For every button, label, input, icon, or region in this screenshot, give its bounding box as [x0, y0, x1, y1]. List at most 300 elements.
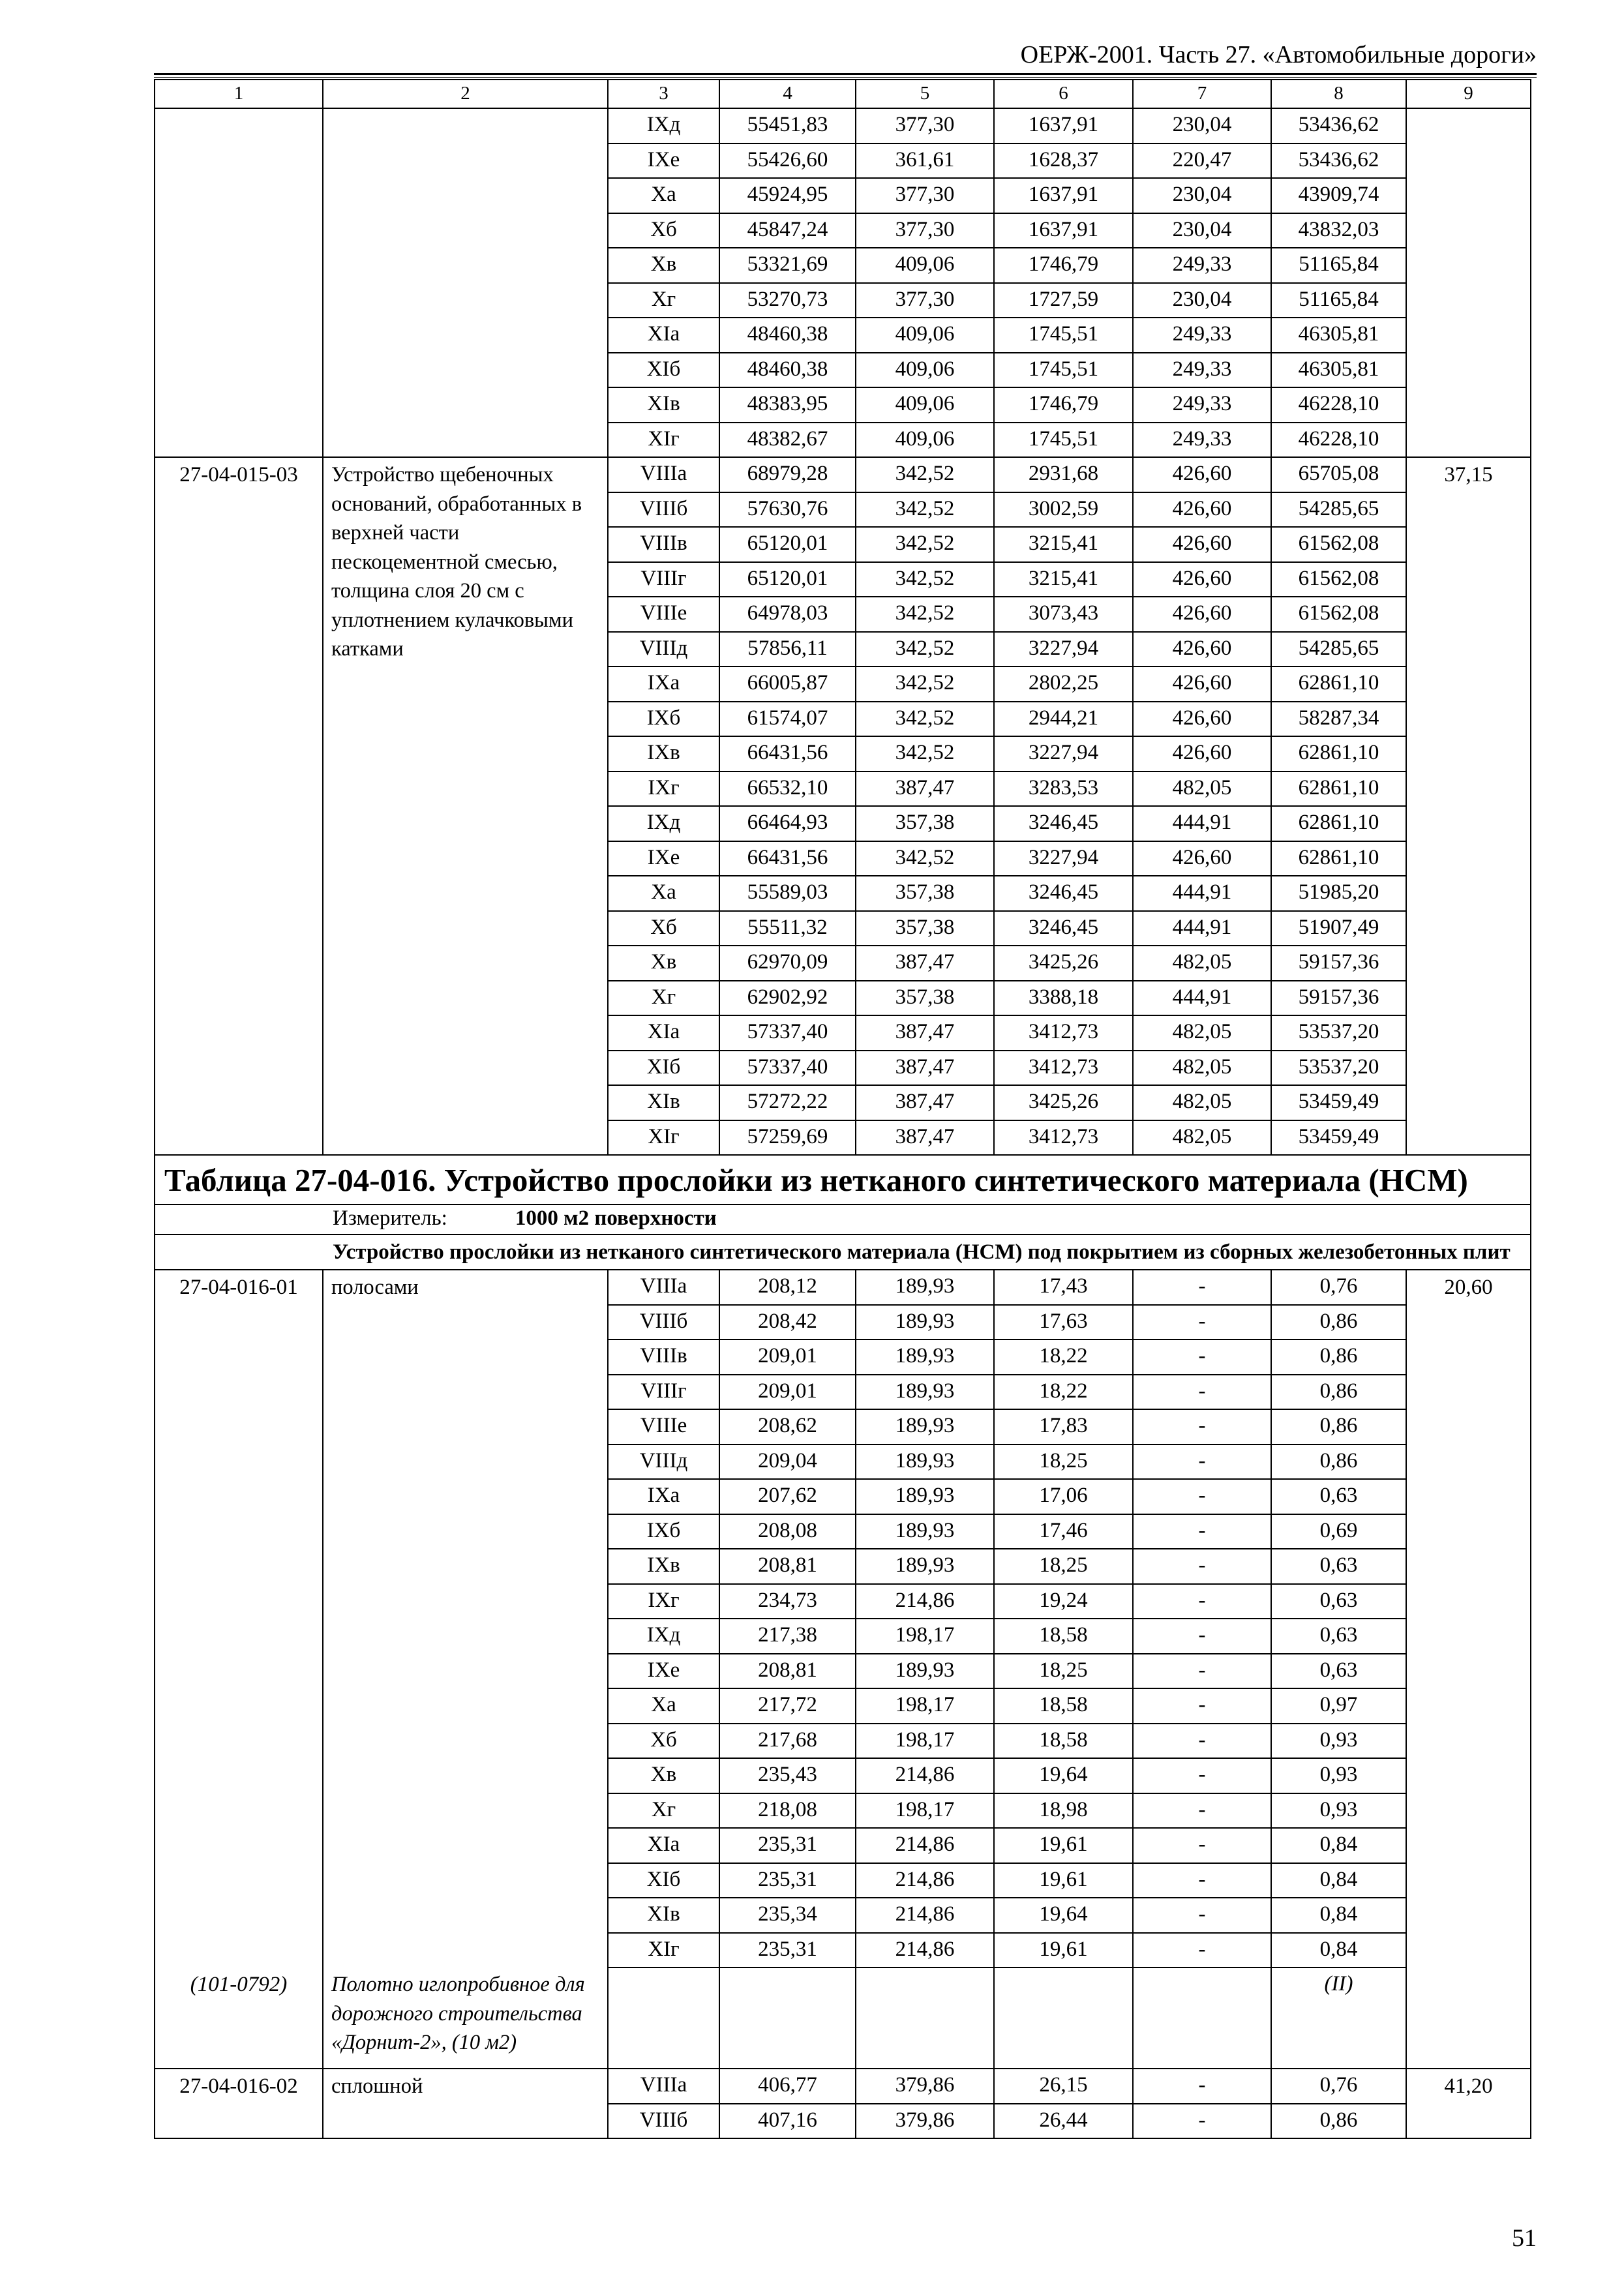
value-cell: 3246,45 — [994, 911, 1133, 946]
territory-class-cell: IXв — [608, 736, 719, 771]
value-cell: 1746,79 — [994, 387, 1133, 423]
territory-class-cell: XIа — [608, 318, 719, 353]
value-cell: 19,61 — [994, 1933, 1133, 1968]
value-cell: 249,33 — [1133, 318, 1271, 353]
value-cell: 189,93 — [856, 1514, 994, 1549]
value-cell: 53436,62 — [1271, 143, 1406, 179]
territory-class-cell: Xа — [608, 876, 719, 911]
value-cell: 17,46 — [994, 1514, 1133, 1549]
value-cell: 426,60 — [1133, 736, 1271, 771]
value-cell: 1745,51 — [994, 353, 1133, 388]
value-cell: 0,86 — [1271, 1444, 1406, 1480]
value-cell: 62861,10 — [1271, 771, 1406, 807]
value-cell: 409,06 — [856, 248, 994, 283]
territory-class-cell: IXд — [608, 806, 719, 841]
value-cell: - — [1133, 1375, 1271, 1410]
value-cell: 189,93 — [856, 1549, 994, 1584]
value-cell: 48382,67 — [719, 423, 856, 458]
value-cell: 53459,49 — [1271, 1120, 1406, 1156]
value-cell: 65705,08 — [1271, 457, 1406, 492]
territory-class-cell: XIб — [608, 1051, 719, 1086]
value-cell: 64978,03 — [719, 597, 856, 632]
territory-class-cell: IXд — [608, 1619, 719, 1654]
value-cell: - — [1133, 1793, 1271, 1829]
value-cell: 377,30 — [856, 283, 994, 318]
value-cell: 3002,59 — [994, 492, 1133, 528]
value-cell: 45847,24 — [719, 213, 856, 248]
value-cell: 220,47 — [1133, 143, 1271, 179]
value-cell: 249,33 — [1133, 353, 1271, 388]
value-cell: 357,38 — [856, 981, 994, 1016]
value-cell: 57630,76 — [719, 492, 856, 528]
value-cell: 426,60 — [1133, 527, 1271, 562]
value-cell: 65120,01 — [719, 562, 856, 597]
value-cell: 1628,37 — [994, 143, 1133, 179]
material-description: Полотно иглопробивное для дорожного строительства «Дорнит-2», (10 м2) — [323, 1967, 608, 2069]
value-cell: 357,38 — [856, 911, 994, 946]
value-cell: 0,84 — [1271, 1863, 1406, 1898]
value-cell: 66005,87 — [719, 666, 856, 702]
value-cell: 19,64 — [994, 1898, 1133, 1933]
territory-class-cell: IXг — [608, 771, 719, 807]
value-cell: 189,93 — [856, 1654, 994, 1689]
territory-class-cell: Xг — [608, 981, 719, 1016]
value-cell: 234,73 — [719, 1584, 856, 1619]
territory-class-cell: IXе — [608, 1654, 719, 1689]
value-cell: 18,25 — [994, 1444, 1133, 1480]
value-cell: 249,33 — [1133, 387, 1271, 423]
section-title: Устройство прослойки из нетканого синтетического материала (НСМ) под покрытием из сборных железобетонных плит — [155, 1234, 1531, 1270]
territory-class-cell: XIг — [608, 1120, 719, 1156]
value-cell: 407,16 — [719, 2104, 856, 2139]
value-cell: 409,06 — [856, 387, 994, 423]
territory-class-cell: VIIIе — [608, 597, 719, 632]
value-cell: 0,86 — [1271, 2104, 1406, 2139]
value-cell: 0,86 — [1271, 1339, 1406, 1375]
value-cell: - — [1133, 1584, 1271, 1619]
value-cell: 53537,20 — [1271, 1015, 1406, 1051]
value-cell: 426,60 — [1133, 632, 1271, 667]
value-cell: 3227,94 — [994, 632, 1133, 667]
value-cell: 46228,10 — [1271, 423, 1406, 458]
value-cell: 208,08 — [719, 1514, 856, 1549]
value-cell: 189,93 — [856, 1375, 994, 1410]
column-number: 3 — [608, 80, 719, 108]
value-cell: 387,47 — [856, 1085, 994, 1120]
value-cell: 426,60 — [1133, 666, 1271, 702]
value-cell: - — [1133, 1863, 1271, 1898]
value-cell: 0,63 — [1271, 1479, 1406, 1514]
value-cell: 57337,40 — [719, 1015, 856, 1051]
territory-class-cell: VIIIе — [608, 1409, 719, 1444]
value-cell: 377,30 — [856, 213, 994, 248]
territory-class-cell: VIIIб — [608, 492, 719, 528]
value-cell: 209,01 — [719, 1339, 856, 1375]
territory-class-cell: IXв — [608, 1549, 719, 1584]
value-cell: 53459,49 — [1271, 1085, 1406, 1120]
column-number: 6 — [994, 80, 1133, 108]
value-cell: 62861,10 — [1271, 841, 1406, 876]
value-cell: 357,38 — [856, 806, 994, 841]
table-title-row — [155, 1155, 1531, 1204]
value-cell: 62902,92 — [719, 981, 856, 1016]
value-cell: 26,15 — [994, 2069, 1133, 2104]
value-cell: 387,47 — [856, 1015, 994, 1051]
running-header: ОЕРЖ-2001. Часть 27. «Автомобильные дороги» — [1020, 41, 1537, 68]
value-cell: 3425,26 — [994, 946, 1133, 981]
territory-class-cell: XIг — [608, 423, 719, 458]
value-cell: - — [1133, 1758, 1271, 1793]
value-cell: 361,61 — [856, 143, 994, 179]
value-cell: 62970,09 — [719, 946, 856, 981]
value-cell: 0,69 — [1271, 1514, 1406, 1549]
value-cell: - — [1133, 1898, 1271, 1933]
territory-class-cell: Xв — [608, 1758, 719, 1793]
value-cell: 0,86 — [1271, 1375, 1406, 1410]
column-number: 5 — [856, 80, 994, 108]
value-cell: 51165,84 — [1271, 283, 1406, 318]
value-cell: 53537,20 — [1271, 1051, 1406, 1086]
value-cell: 59157,36 — [1271, 946, 1406, 981]
value-cell: 230,04 — [1133, 108, 1271, 143]
value-cell: 342,52 — [856, 666, 994, 702]
rates-table — [154, 79, 1531, 2139]
territory-class-cell: XIв — [608, 1898, 719, 1933]
value-cell: 62861,10 — [1271, 806, 1406, 841]
value-cell: 53321,69 — [719, 248, 856, 283]
territory-class-cell: VIIIа — [608, 1270, 719, 1305]
territory-class-cell: Xб — [608, 1724, 719, 1759]
empty-cell — [719, 1967, 856, 2069]
measure-value: 1000 м2 поверхности — [515, 1206, 717, 1230]
empty-cell — [608, 1967, 719, 2069]
value-cell: 189,93 — [856, 1339, 994, 1375]
territory-class-cell: Xа — [608, 178, 719, 213]
territory-class-cell: Xб — [608, 911, 719, 946]
measure-row — [155, 1204, 1531, 1234]
value-cell: 342,52 — [856, 841, 994, 876]
value-cell: 0,84 — [1271, 1828, 1406, 1863]
table-row — [155, 1270, 1531, 1305]
code-cell: 27-04-016-02 — [155, 2069, 323, 2138]
measure-line — [155, 1204, 1531, 1234]
value-cell: 214,86 — [856, 1584, 994, 1619]
value-cell: 55451,83 — [719, 108, 856, 143]
value-cell: 342,52 — [856, 736, 994, 771]
value-cell: 51985,20 — [1271, 876, 1406, 911]
value-cell: 2931,68 — [994, 457, 1133, 492]
value-cell: 18,25 — [994, 1654, 1133, 1689]
value-cell: 377,30 — [856, 178, 994, 213]
value-cell: 55589,03 — [719, 876, 856, 911]
value-cell: 1746,79 — [994, 248, 1133, 283]
value-cell: 3412,73 — [994, 1015, 1133, 1051]
value-cell: 3246,45 — [994, 876, 1133, 911]
value-cell: - — [1133, 1933, 1271, 1968]
value-cell: 68979,28 — [719, 457, 856, 492]
value-cell: 3227,94 — [994, 841, 1133, 876]
value-cell: 43832,03 — [1271, 213, 1406, 248]
value-cell: 0,86 — [1271, 1409, 1406, 1444]
value-cell: 0,93 — [1271, 1793, 1406, 1829]
value-cell: 409,06 — [856, 318, 994, 353]
territory-class-cell: Xв — [608, 946, 719, 981]
value-cell: 3073,43 — [994, 597, 1133, 632]
territory-class-cell: XIг — [608, 1933, 719, 1968]
value-cell: 57856,11 — [719, 632, 856, 667]
value-cell: 48460,38 — [719, 353, 856, 388]
value-cell: 55511,32 — [719, 911, 856, 946]
value-cell: - — [1133, 1654, 1271, 1689]
value-cell: 214,86 — [856, 1758, 994, 1793]
empty-cell — [994, 1967, 1133, 2069]
value-cell: - — [1133, 2104, 1271, 2139]
value-cell: 0,93 — [1271, 1758, 1406, 1793]
value-cell: 426,60 — [1133, 702, 1271, 737]
value-cell: 0,93 — [1271, 1724, 1406, 1759]
value-cell: 3215,41 — [994, 562, 1133, 597]
table-row — [155, 2069, 1531, 2104]
empty-cell — [1406, 1967, 1531, 2069]
value-cell: 0,76 — [1271, 2069, 1406, 2104]
value-cell: 61562,08 — [1271, 597, 1406, 632]
value-cell: - — [1133, 1305, 1271, 1340]
value-cell: 198,17 — [856, 1724, 994, 1759]
territory-class-cell: IXе — [608, 143, 719, 179]
header-rule — [154, 73, 1537, 75]
rate-cell: 37,15 — [1406, 457, 1531, 1155]
value-cell: 444,91 — [1133, 806, 1271, 841]
value-cell: 218,08 — [719, 1793, 856, 1829]
value-cell: 45924,95 — [719, 178, 856, 213]
description-cell: полосами — [323, 1270, 608, 1967]
territory-class-cell: Xб — [608, 213, 719, 248]
territory-class-cell: VIIIв — [608, 1339, 719, 1375]
value-cell: - — [1133, 1339, 1271, 1375]
value-cell: 61574,07 — [719, 702, 856, 737]
value-cell: 235,31 — [719, 1828, 856, 1863]
value-cell: 235,31 — [719, 1863, 856, 1898]
value-cell: 3388,18 — [994, 981, 1133, 1016]
territory-class-cell: VIIIд — [608, 1444, 719, 1480]
value-cell: 409,06 — [856, 423, 994, 458]
value-cell: 46305,81 — [1271, 318, 1406, 353]
description-cell: сплошной — [323, 2069, 608, 2138]
value-cell: - — [1133, 1619, 1271, 1654]
territory-class-cell: IXд — [608, 108, 719, 143]
value-cell: 54285,65 — [1271, 492, 1406, 528]
column-number: 8 — [1271, 80, 1406, 108]
territory-class-cell: IXе — [608, 841, 719, 876]
value-cell: 444,91 — [1133, 981, 1271, 1016]
value-cell: 189,93 — [856, 1444, 994, 1480]
value-cell: 19,61 — [994, 1828, 1133, 1863]
value-cell: 58287,34 — [1271, 702, 1406, 737]
column-number: 7 — [1133, 80, 1271, 108]
territory-class-cell: VIIIд — [608, 632, 719, 667]
value-cell: 19,64 — [994, 1758, 1133, 1793]
code-cell: 27-04-015-03 — [155, 457, 323, 1155]
value-cell: 230,04 — [1133, 283, 1271, 318]
value-cell: 482,05 — [1133, 1085, 1271, 1120]
value-cell: 1637,91 — [994, 213, 1133, 248]
territory-class-cell: XIб — [608, 353, 719, 388]
value-cell: 409,06 — [856, 353, 994, 388]
value-cell: 0,84 — [1271, 1933, 1406, 1968]
value-cell: - — [1133, 1828, 1271, 1863]
territory-class-cell: Xа — [608, 1688, 719, 1724]
table-row — [155, 108, 1531, 143]
value-cell: 3215,41 — [994, 527, 1133, 562]
rate-cell: 20,60 — [1406, 1270, 1531, 1967]
value-cell: 19,61 — [994, 1863, 1133, 1898]
value-cell: 342,52 — [856, 492, 994, 528]
value-cell: 426,60 — [1133, 492, 1271, 528]
territory-class-cell: XIб — [608, 1863, 719, 1898]
table-row — [155, 457, 1531, 492]
value-cell: 387,47 — [856, 946, 994, 981]
territory-class-cell: XIа — [608, 1828, 719, 1863]
value-cell: 214,86 — [856, 1898, 994, 1933]
value-cell: 3246,45 — [994, 806, 1133, 841]
value-cell: 66431,56 — [719, 736, 856, 771]
value-cell: 26,44 — [994, 2104, 1133, 2139]
value-cell: 235,34 — [719, 1898, 856, 1933]
value-cell: 387,47 — [856, 1051, 994, 1086]
value-cell: 3227,94 — [994, 736, 1133, 771]
value-cell: 207,62 — [719, 1479, 856, 1514]
value-cell: - — [1133, 1444, 1271, 1480]
column-number: 4 — [719, 80, 856, 108]
value-cell: 48383,95 — [719, 387, 856, 423]
value-cell: 482,05 — [1133, 1120, 1271, 1156]
value-cell: 1637,91 — [994, 178, 1133, 213]
value-cell: 0,63 — [1271, 1654, 1406, 1689]
value-cell: 482,05 — [1133, 1051, 1271, 1086]
value-cell: 62861,10 — [1271, 666, 1406, 702]
value-cell: 62861,10 — [1271, 736, 1406, 771]
value-cell: 387,47 — [856, 1120, 994, 1156]
value-cell: 17,83 — [994, 1409, 1133, 1444]
value-cell: 209,01 — [719, 1375, 856, 1410]
value-cell: 57272,22 — [719, 1085, 856, 1120]
value-cell: 406,77 — [719, 2069, 856, 2104]
value-cell: 1637,91 — [994, 108, 1133, 143]
territory-class-cell: Xг — [608, 283, 719, 318]
value-cell: 18,25 — [994, 1549, 1133, 1584]
value-cell: 46305,81 — [1271, 353, 1406, 388]
value-cell: 66464,93 — [719, 806, 856, 841]
territory-class-cell: VIIIб — [608, 2104, 719, 2139]
territory-class-cell: VIIIб — [608, 1305, 719, 1340]
territory-class-cell: VIIIв — [608, 527, 719, 562]
value-cell: 18,22 — [994, 1375, 1133, 1410]
territory-class-cell: XIв — [608, 387, 719, 423]
value-cell: 18,58 — [994, 1688, 1133, 1724]
value-cell: 51165,84 — [1271, 248, 1406, 283]
column-number: 2 — [323, 80, 608, 108]
value-cell: 444,91 — [1133, 911, 1271, 946]
value-cell: 0,84 — [1271, 1898, 1406, 1933]
value-cell: 379,86 — [856, 2104, 994, 2139]
value-cell: 482,05 — [1133, 1015, 1271, 1051]
value-cell: 214,86 — [856, 1828, 994, 1863]
value-cell: 17,06 — [994, 1479, 1133, 1514]
value-cell: 0,63 — [1271, 1549, 1406, 1584]
value-cell: 2802,25 — [994, 666, 1133, 702]
value-cell: 342,52 — [856, 632, 994, 667]
value-cell: 57337,40 — [719, 1051, 856, 1086]
value-cell: 342,52 — [856, 702, 994, 737]
value-cell: - — [1133, 1514, 1271, 1549]
value-cell: 3425,26 — [994, 1085, 1133, 1120]
value-cell: 18,58 — [994, 1724, 1133, 1759]
territory-class-cell: XIа — [608, 1015, 719, 1051]
value-cell: 249,33 — [1133, 248, 1271, 283]
value-cell: 198,17 — [856, 1619, 994, 1654]
value-cell: - — [1133, 1479, 1271, 1514]
column-number: 1 — [155, 80, 323, 108]
territory-class-cell: Xв — [608, 248, 719, 283]
value-cell: 0,86 — [1271, 1305, 1406, 1340]
value-cell: 59157,36 — [1271, 981, 1406, 1016]
rate-cell: 41,20 — [1406, 2069, 1531, 2138]
value-cell: 198,17 — [856, 1793, 994, 1829]
value-cell: 51907,49 — [1271, 911, 1406, 946]
territory-class-cell: VIIIа — [608, 457, 719, 492]
territory-class-cell: IXб — [608, 1514, 719, 1549]
value-cell: 208,12 — [719, 1270, 856, 1305]
header-rule-thin — [154, 77, 1537, 78]
value-cell: 48460,38 — [719, 318, 856, 353]
section-row — [155, 1234, 1531, 1270]
measure-label: Измеритель: — [333, 1206, 447, 1230]
value-cell: 1745,51 — [994, 318, 1133, 353]
rate-cell — [1406, 108, 1531, 457]
value-cell: 66532,10 — [719, 771, 856, 807]
value-cell: 2944,21 — [994, 702, 1133, 737]
value-cell: 53436,62 — [1271, 108, 1406, 143]
value-cell: 217,68 — [719, 1724, 856, 1759]
value-cell: - — [1133, 1270, 1271, 1305]
value-cell: 379,86 — [856, 2069, 994, 2104]
value-cell: 18,22 — [994, 1339, 1133, 1375]
value-cell: 214,86 — [856, 1933, 994, 1968]
value-cell: 482,05 — [1133, 771, 1271, 807]
value-cell: 18,98 — [994, 1793, 1133, 1829]
value-cell: 3283,53 — [994, 771, 1133, 807]
value-cell: 189,93 — [856, 1409, 994, 1444]
value-cell: 230,04 — [1133, 213, 1271, 248]
value-cell: 235,31 — [719, 1933, 856, 1968]
code-cell — [155, 108, 323, 457]
material-row — [155, 1967, 1531, 2069]
page-number: 51 — [1512, 2224, 1537, 2252]
value-cell: - — [1133, 1724, 1271, 1759]
description-cell — [323, 108, 608, 457]
table-title: Таблица 27-04-016. Устройство прослойки из нетканого синтетического материала (НСМ) — [155, 1155, 1531, 1204]
value-cell: 387,47 — [856, 771, 994, 807]
value-cell: 61562,08 — [1271, 562, 1406, 597]
value-cell: 208,81 — [719, 1549, 856, 1584]
code-cell: 27-04-016-01 — [155, 1270, 323, 1967]
column-number: 9 — [1406, 80, 1531, 108]
value-cell: 444,91 — [1133, 876, 1271, 911]
value-cell: 55426,60 — [719, 143, 856, 179]
territory-class-cell: XIв — [608, 1085, 719, 1120]
value-cell: 66431,56 — [719, 841, 856, 876]
value-cell: 426,60 — [1133, 562, 1271, 597]
